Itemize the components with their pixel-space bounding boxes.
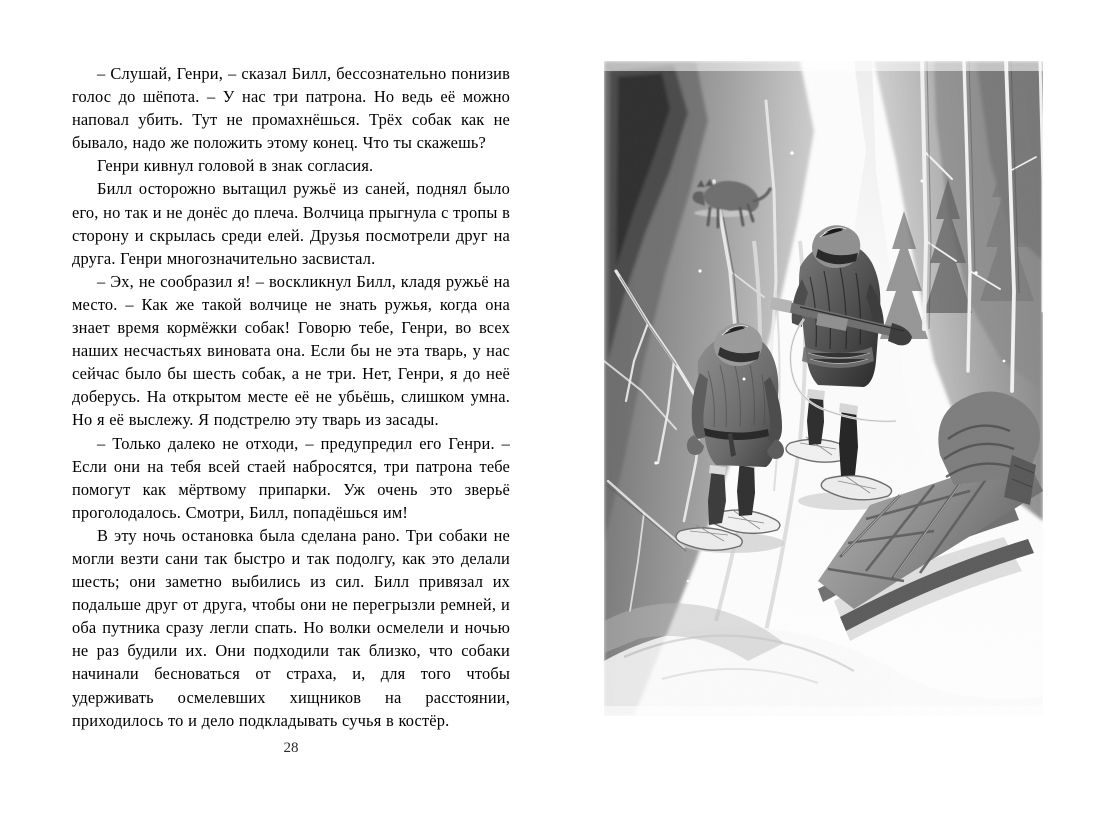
paragraph: – Эх, не сообразил я! – воскликнул Билл, кладя ружьё на место. – Как же такой волчице не знать ружья, когда она знает время кормёжки собак! Говорю тебе, Генри, во всех наших несчастьях виновата она. Если бы не эта тварь, у нас сейчас было бы шесть собак, а не три. Нет, Генри, я до неё доберусь. На открытом месте её не убьёшь, слишком умна. Но я её выслежу. Я подстрелю эту тварь из засады. <box>72 271 510 430</box>
body-text-column <box>72 62 510 732</box>
right-page <box>560 0 1100 825</box>
paragraph: Билл осторожно вытащил ружьё из саней, поднял было его, но так и не донёс до плеча. Волчица прыгнула с тропы в сторону и скрылась среди елей. Друзья посмотрели друг на друга. Генри многозначительно засвистал. <box>72 179 510 268</box>
paper-grain <box>604 61 1043 716</box>
chapter-illustration <box>604 61 1043 716</box>
paragraph: – Только далеко не отходи, – предупредил его Генри. – Если они на тебя всей стаей набросятся, три патрона тебе помогут как мёртвому припарки. Уж очень это зверьё проголодалось. Смотри, Билл, попадёшься им! <box>72 433 510 522</box>
paragraph: В эту ночь остановка была сделана рано. Три собаки не могли везти сани так быстро и так подолгу, как это делали шесть; они заметно выбились из сил. Билл привязал их подальше друг от друга, чтобы они не перегрызли ремней, и оба путника сразу легли спать. Но волки осмелели и ночью не раз будили их. Они подходили так близко, что собаки начинали бесноваться от страха, и, для того чтобы удерживать осмелевших хищников на расстоянии, приходилось то и дело подкладывать сучья в костёр. <box>72 525 510 730</box>
page-number: 28 <box>283 740 299 756</box>
paragraph: – Слушай, Генри, – сказал Билл, бессознательно понизив голос до шёпота. – У нас три патрона. Но ведь её можно наповал убить. Тут не промахнёшься. Трёх собак как не бывало, надо же положить этому конец. Что ты скажешь? <box>72 64 510 153</box>
paragraph: Генри кивнул головой в знак согласия. <box>97 156 374 176</box>
illustration-artwork <box>604 61 1043 716</box>
